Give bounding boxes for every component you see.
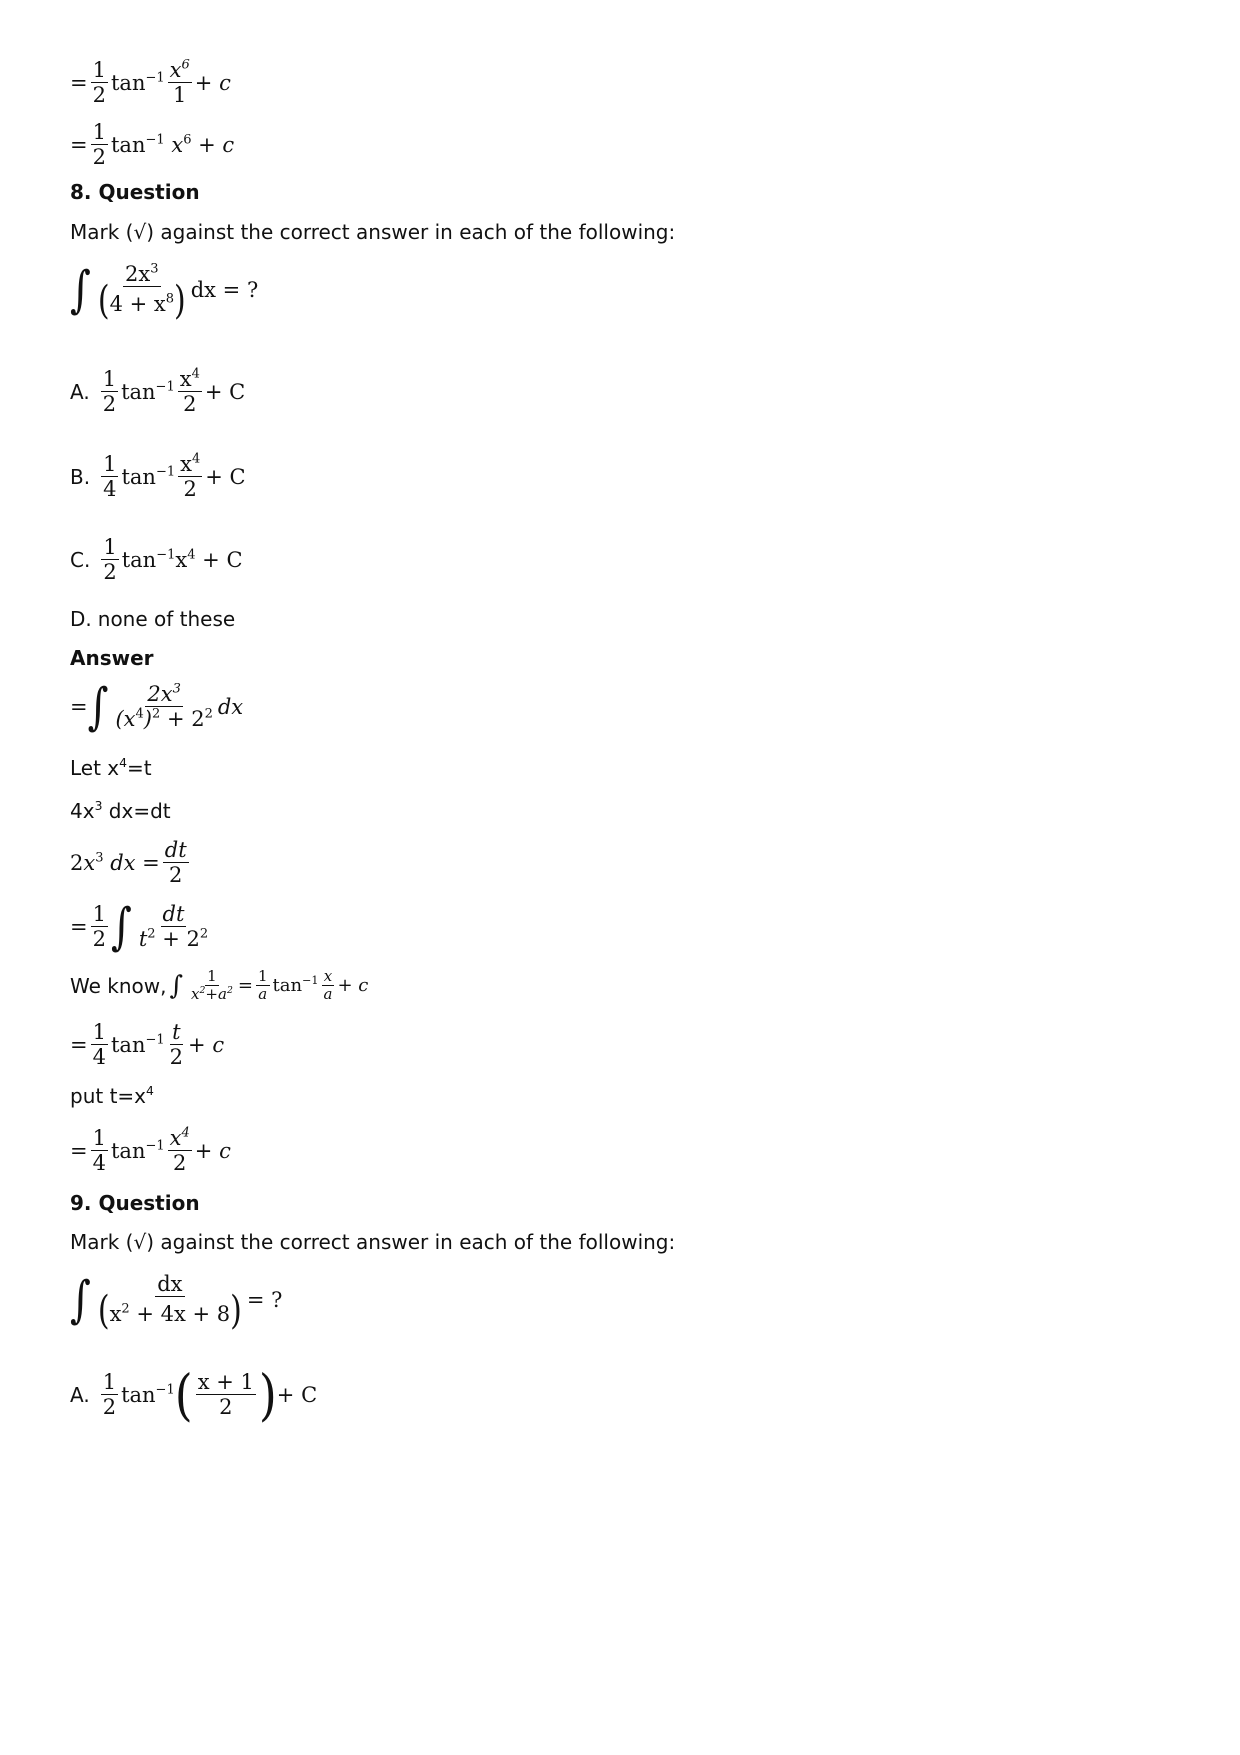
answer-final: = $\frac{1}{4}$ $\tan^{-1}$ $\frac{x^4}{2}$ + c: [70, 1125, 231, 1176]
answer-step-2: = $\frac{1}{2}$ ∫ $\frac{dt}{t^2 + 2^2}$: [70, 897, 209, 956]
let-exponent: 4: [119, 754, 128, 770]
prev-answer-line-2: = $\frac{1}{2}$ $\tan^{-1} x^6 + c$: [70, 120, 235, 170]
question-9-instruction: Mark (√) against the correct answer in each of the following:: [70, 1230, 676, 1254]
option-a-label: A.: [70, 379, 90, 404]
answer-step-3: = $\frac{1}{4}$ $\tan^{-1}$ $\frac{t}{2}$ + c: [70, 1020, 225, 1070]
question-8-option-b[interactable]: B. $\frac{1}{4}$ $\tan^{-1}$ $\frac{x^4}{2}$ + C: [70, 451, 246, 502]
answer-heading: Answer: [70, 646, 154, 670]
let-text: Let x: [70, 756, 120, 780]
answer-let: [70, 755, 152, 781]
answer-we-know: [70, 968, 368, 1004]
question-8-option-a[interactable]: A. $\frac{1}{2}$ $\tan^{-1}$ $\frac{x^4}{2}$ + C: [70, 366, 246, 417]
option-c-label: C.: [70, 547, 91, 572]
put-text: put t=x: [70, 1084, 147, 1108]
diff-text: 4x: [70, 799, 95, 823]
answer-put: [70, 1083, 154, 1109]
option-d-text: none of these: [97, 607, 236, 631]
let-rest: =t: [127, 756, 152, 780]
put-exponent: 4: [146, 1082, 154, 1098]
answer-step-substitution: $2x^3$ dx = $\frac{dt}{2}$: [70, 838, 187, 888]
question-9-integral: ∫ $\frac{dx}{(x^2 + 4x + 8)}$ = ?: [70, 1270, 283, 1335]
prev-answer-line-1: = $\frac{1}{2}$ $\tan^{-1}$ $\frac{x^6}{1}$ + c: [70, 57, 231, 108]
question-9-option-a[interactable]: A. $\frac{1}{2}$ $\tan^{-1}$ ( $\frac{x + 1}{2}$ ) + C: [70, 1362, 318, 1428]
option-b-label: B.: [70, 464, 91, 489]
diff-rest: dx=dt: [102, 799, 171, 823]
standard-integral-formula: ∫ $\frac{1}{x^2+a^2}$ = $\frac{1}{a}$ $\tan^{-1}$ $\frac{x}{a}$ + c: [169, 967, 369, 1004]
question-8-option-c[interactable]: C. $\frac{1}{2}$ $\tan^{-1}x^4 + C$: [70, 535, 243, 585]
diff-exponent: 3: [94, 797, 103, 813]
question-8-integral: ∫ $\frac{2x^3}{(4 + x^8)}$ dx = ?: [70, 260, 259, 325]
question-8-title: 8. Question: [70, 180, 200, 204]
we-know-text: We know,: [70, 973, 167, 998]
question-8-option-d[interactable]: [70, 606, 235, 632]
answer-differential: [70, 798, 171, 824]
question-9-title: 9. Question: [70, 1191, 200, 1215]
q9-option-a-label: A.: [70, 1382, 90, 1407]
answer-step-1: = ∫ $\frac{2x^3}{(x^4)^2 + 2^2}$ dx: [70, 677, 244, 736]
option-d-label: D.: [70, 607, 92, 631]
question-8-instruction: Mark (√) against the correct answer in each of the following:: [70, 220, 676, 244]
